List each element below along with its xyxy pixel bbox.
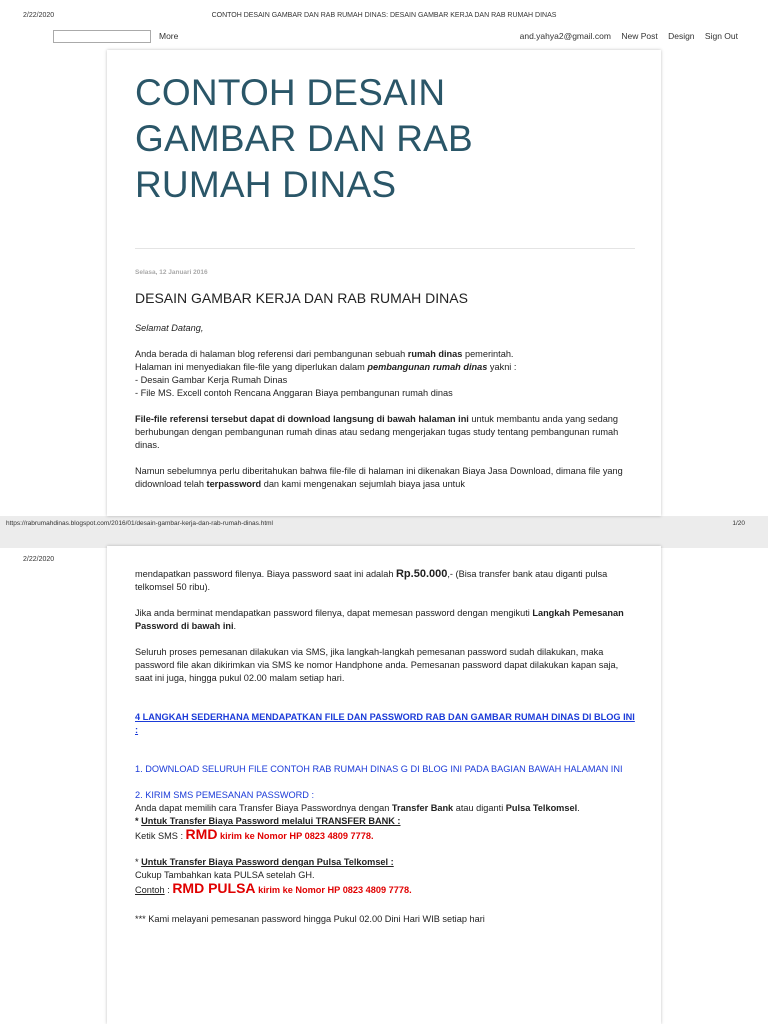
post-date: Selasa, 12 Januari 2016	[135, 269, 208, 276]
emphasis: Pulsa Telkomsel	[505, 803, 578, 813]
pulsa-heading: Untuk Transfer Biaya Password dengan Pulsa Telkomsel :	[141, 857, 394, 867]
pulsa-block	[135, 856, 635, 897]
price: Rp.50.000	[395, 568, 448, 580]
text: Anda berada di halaman blog referensi dari pembangunan sebuah	[135, 349, 408, 359]
step-2-block	[135, 789, 635, 843]
design-link[interactable]: Design	[668, 31, 695, 41]
greeting: Selamat Datang,	[135, 323, 204, 333]
text: atau diganti	[453, 803, 506, 813]
text: .	[233, 621, 237, 631]
print-page-number: 1/20	[732, 520, 745, 527]
sms-code: RMD	[185, 826, 218, 842]
post-title[interactable]: DESAIN GAMBAR KERJA DAN RAB RUMAH DINAS	[135, 290, 468, 306]
download-paragraph	[135, 413, 635, 452]
emphasis: Langkah Pemesanan Password di bawah ini	[135, 608, 624, 631]
sms-number: kirim ke Nomor HP 0823 4809 7778.	[255, 885, 412, 895]
text: yakni :	[487, 362, 517, 372]
steps-heading-link[interactable]: 4 LANGKAH SEDERHANA MENDAPATKAN FILE DAN PASSWORD RAB DAN GAMBAR RUMAH DINAS DI BLOG INI :	[135, 712, 635, 735]
fee-paragraph	[135, 465, 635, 491]
text: pemerintah.	[462, 349, 514, 359]
new-post-link[interactable]: New Post	[621, 31, 658, 41]
emphasis: File-file referensi tersebut dapat di download langsung di bawah halaman ini	[135, 414, 469, 424]
text: Jika anda berminat mendapatkan password filenya, dapat memesan password dengan mengikuti	[135, 608, 533, 618]
step-1: 1. DOWNLOAD SELURUH FILE CONTOH RAB RUMAH DINAS G DI BLOG INI PADA BAGIAN BAWAH HALAMAN INI	[135, 764, 623, 774]
text: .	[577, 803, 580, 813]
emphasis: pembangunan rumah dinas	[367, 362, 488, 372]
text: Halaman ini menyediakan file-file yang diperlukan dalam	[135, 362, 368, 372]
emphasis: terpassword	[206, 479, 262, 489]
service-note: *** Kami melayani pemesanan password hingga Pukul 02.00 Dini Hari WIB setiap hari	[135, 914, 485, 924]
intro-paragraph	[135, 348, 635, 400]
bullet: *	[135, 816, 142, 826]
print-url: https://rabrumahdinas.blogspot.com/2016/01/desain-gambar-kerja-dan-rab-rumah-dinas.html	[6, 520, 273, 527]
text: ,- (Bisa transfer bank atau diganti pulsa telkomsel 50 ribu).	[135, 569, 608, 592]
navbar-search-input[interactable]	[53, 30, 151, 43]
list-item: - Desain Gambar Kerja Rumah Dinas	[135, 375, 288, 385]
bank-heading: Untuk Transfer Biaya Password melalui TRANSFER BANK :	[141, 816, 401, 826]
print-date: 2/22/2020	[23, 556, 55, 563]
post-card-continued	[107, 546, 661, 1024]
order-paragraph	[135, 607, 635, 633]
sms-code: RMD PULSA	[172, 880, 256, 896]
list-item: - File MS. Excell contoh Rencana Anggaran Biaya pembangunan rumah dinas	[135, 388, 453, 398]
print-page-2	[0, 548, 768, 1024]
sms-number: kirim ke Nomor HP 0823 4809 7778.	[217, 831, 374, 841]
divider	[135, 248, 635, 249]
emphasis: rumah dinas	[407, 349, 463, 359]
bullet: *	[135, 857, 142, 867]
blog-title[interactable]: CONTOH DESAIN GAMBAR DAN RAB RUMAH DINAS	[135, 72, 473, 205]
post-card	[107, 50, 661, 516]
post-body	[135, 322, 635, 504]
text: Anda dapat memilih cara Transfer Biaya Passwordnya dengan	[135, 803, 392, 813]
print-title: CONTOH DESAIN GAMBAR DAN RAB RUMAH DINAS: DESAIN GAMBAR KERJA DAN RAB RUMAH DINAS	[211, 12, 557, 19]
step-2-heading: 2. KIRIM SMS PEMESANAN PASSWORD :	[135, 790, 315, 800]
sign-out-link[interactable]: Sign Out	[704, 31, 738, 41]
print-date: 2/22/2020	[23, 12, 55, 19]
text: Namun sebelumnya perlu diberitahukan bahwa file-file di halaman ini dikenakan Biaya Jasa Download, dimana file yang didownload telah	[135, 466, 623, 489]
text: mendapatkan password filenya. Biaya password saat ini adalah	[135, 569, 396, 579]
navbar-more-link[interactable]: More	[159, 31, 179, 41]
pulsa-note: Cukup Tambahkan kata PULSA setelah GH.	[135, 870, 315, 880]
navbar-email[interactable]: and.yahya2@gmail.com	[519, 31, 611, 41]
sms-label: Ketik SMS :	[135, 831, 186, 841]
text: untuk membantu anda yang sedang berhubungan dengan pembangunan rumah dinas atau sedang mengerjakan tugas study tentang pembangunan rumah dinas.	[135, 414, 619, 450]
post-body-continued	[135, 568, 635, 939]
navbar-links	[512, 31, 738, 41]
text: :	[164, 885, 173, 895]
sms-paragraph: Seluruh proses pemesanan dilakukan via SMS, jika langkah-langkah pemesanan password sudah dilakukan, maka password file akan dikirimkan via SMS ke nomor Handphone anda. Pemesanan password dapat dilakukan kapan saja, saat ini juga, hingga pukul 02.00 malam setiap hari.	[135, 647, 619, 683]
blogger-navbar	[0, 26, 768, 48]
emphasis: Transfer Bank	[391, 803, 454, 813]
example-label: Contoh	[135, 885, 165, 895]
text: dan kami mengenakan sejumlah biaya jasa untuk	[261, 479, 465, 489]
steps-heading-wrap	[135, 711, 635, 737]
fee-paragraph-cont	[135, 568, 635, 594]
